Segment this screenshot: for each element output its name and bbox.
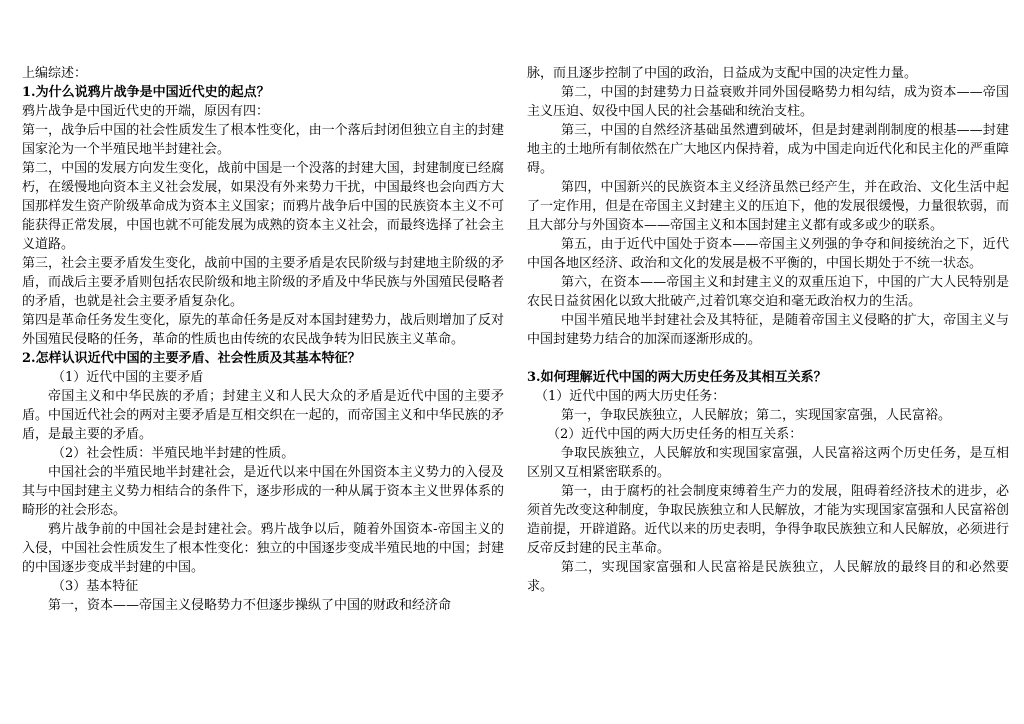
question-1-point-1: 第一，战争后中国的社会性质发生了根本性变化，由一个落后封闭但独立自主的封建国家沦为一个半殖民地半封建社会。 — [22, 123, 504, 157]
question-2-subheading-2: （2）社会性质：半殖民地半封建的性质。 — [52, 446, 295, 461]
feature-point-5: 第五，由于近代中国处于资本——帝国主义列强的争夺和间接统治之下，近代中国各地区经济、政治和文化的发展是极不平衡的，中国长期处于不统一状态。 — [527, 237, 1009, 271]
question-2-section-2-text-1: 中国社会的半殖民地半封建社会，是近代以来中国在外国资本主义势力的入侵及其与中国封建主义势力相结合的条件下，逐步形成的一种从属于资本主义世界体系的畸形的社会形态。 — [22, 465, 504, 518]
question-2-subheading-1: （1）近代中国的主要矛盾 — [52, 370, 204, 385]
question-1-point-3: 第三，社会主要矛盾发生变化，战前中国的主要矛盾是农民阶级与封建地主阶级的矛盾，而战后主要矛盾则包括农民阶级和地主阶级的矛盾及中华民族与外国殖民侵略者的矛盾，也就是社会主要矛盾复杂化。 — [22, 256, 504, 309]
question-3-subheading-1: （1）近代中国的两大历史任务： — [535, 389, 726, 404]
section-spacer — [527, 349, 1009, 368]
question-3-heading: 3.如何理解近代中国的两大历史任务及其相互关系？ — [527, 370, 827, 385]
question-1-heading: 1.为什么说鸦片战争是中国近代史的起点？ — [22, 85, 270, 100]
question-2-heading: 2.怎样认识近代中国的主要矛盾、社会性质及其基本特征？ — [22, 351, 361, 366]
question-3-point-2: 第二，实现国家富强和人民富裕是民族独立，人民解放的最终目的和必然要求。 — [527, 560, 1009, 594]
feature-summary: 中国半殖民地半封建社会及其特征，是随着帝国主义侵略的扩大，帝国主义与中国封建势力结合的加深而逐渐形成的。 — [527, 313, 1009, 347]
question-1-lead: 鸦片战争是中国近代史的开端，原因有四： — [22, 104, 270, 119]
question-3-section-1-text: 第一，争取民族独立，人民解放；第二，实现国家富强，人民富裕。 — [561, 408, 952, 423]
question-3-section-2-text: 争取民族独立，人民解放和实现国家富强，人民富裕这两个历史任务，是互相区别又互相紧密联系的。 — [527, 446, 1009, 480]
feature-point-2: 第二，中国的封建势力日益衰败并同外国侵略势力相勾结，成为资本——帝国主义压迫、奴役中国人民的社会基础和统治支柱。 — [527, 85, 1009, 119]
question-1-point-2: 第二，中国的发展方向发生变化，战前中国是一个没落的封建大国，封建制度已经腐朽，在缓慢地向资本主义社会发展，如果没有外来势力干扰，中国最终也会向西方大国那样发生资产阶级革命成为资本主义国家；而鸦片战争后中国的民族资本主义不可能获得正常发展，中国也就不可能发展为成熟的资本主义社会，而最终选择了社会主义道路。 — [22, 161, 504, 252]
question-2-section-1-text: 帝国主义和中华民族的矛盾；封建主义和人民大众的矛盾是近代中国的主要矛盾。中国近代社会的两对主要矛盾是互相交织在一起的，而帝国主义和中华民族的矛盾，是最主要的矛盾。 — [22, 389, 504, 442]
question-2-section-3-text-1: 第一，资本——帝国主义侵略势力不但逐步操纵了中国的财政和经济命 — [48, 598, 452, 613]
question-1-point-4: 第四是革命任务发生变化，原先的革命任务是反对本国封建势力，战后则增加了反对外国殖民侵略的任务，革命的性质也由传统的农民战争转为旧民族主义革命。 — [22, 313, 504, 347]
left-column — [22, 64, 504, 615]
continuation-line: 脉，而且逐步控制了中国的政治，日益成为支配中国的决定性力量。 — [527, 66, 918, 81]
question-2-subheading-3: （3）基本特征 — [52, 579, 139, 594]
feature-point-3: 第三，中国的自然经济基础虽然遭到破坏，但是封建剥削制度的根基——封建地主的土地所有制依然在广大地区内保持着，成为中国走向近代化和民主化的严重障碍。 — [527, 123, 1009, 176]
right-column — [527, 64, 1009, 596]
feature-point-6: 第六，在资本——帝国主义和封建主义的双重压迫下，中国的广大人民特别是农民日益贫困化以致大批破产,过着饥寒交迫和毫无政治权力的生活。 — [527, 275, 1009, 309]
question-3-point-1: 第一，由于腐朽的社会制度束缚着生产力的发展，阻碍着经济技术的进步，必须首先改变这种制度，争取民族独立和人民解放，才能为实现国家富强和人民富裕创造前提，开辟道路。近代以来的历史表明，争得争取民族独立和人民解放，必须进行反帝反封建的民主革命。 — [527, 484, 1009, 556]
feature-point-4: 第四，中国新兴的民族资本主义经济虽然已经产生，并在政治、文化生活中起了一定作用，但是在帝国主义封建主义的压迫下，他的发展很缓慢，力量很软弱，而且大部分与外国资本——帝国主义和本国封建主义都有或多或少的联系。 — [527, 180, 1009, 233]
question-3-subheading-2: （2）近代中国的两大历史任务的相互关系： — [547, 427, 803, 442]
intro-line: 上编综述： — [22, 66, 88, 81]
question-2-section-2-text-2: 鸦片战争前的中国社会是封建社会。鸦片战争以后，随着外国资本-帝国主义的入侵，中国社会性质发生了根本性变化：独立的中国逐步变成半殖民地的中国；封建的中国逐步变成半封建的中国。 — [22, 522, 504, 575]
